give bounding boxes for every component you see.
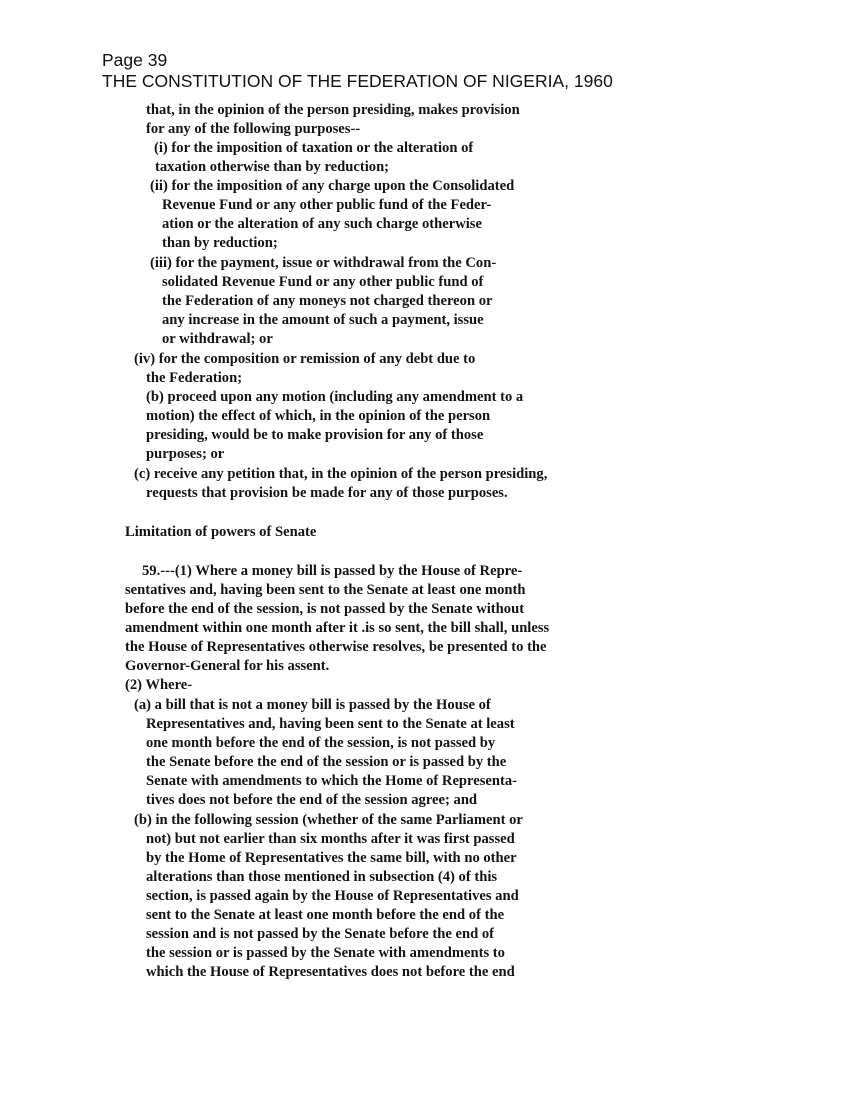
text-line: (c) receive any petition that, in the opinion of the person presiding, — [134, 466, 548, 482]
text-line: not) but not earlier than six months after it was first passed — [146, 831, 515, 847]
text-line: the Federation; — [146, 370, 243, 386]
text-line: Representatives and, having been sent to the Senate at least — [146, 716, 515, 732]
text-line: tives does not before the end of the session agree; and — [146, 792, 478, 808]
text-line: presiding, would be to make provision for any of those — [146, 427, 484, 443]
text-line: (b) proceed upon any motion (including any amendment to a — [146, 389, 524, 405]
text-line: for any of the following purposes-- — [146, 121, 361, 137]
text-line: purposes; or — [146, 446, 225, 462]
page-number: Page 39 — [102, 50, 168, 70]
text-line: (a) a bill that is not a money bill is passed by the House of — [134, 697, 491, 713]
text-line: solidated Revenue Fund or any other public fund of — [162, 274, 484, 290]
document-title: THE CONSTITUTION OF THE FEDERATION OF NIGERIA, 1960 — [102, 71, 613, 91]
text-line: than by reduction; — [162, 235, 278, 251]
text-line: by the Home of Representatives the same bill, with no other — [146, 850, 517, 866]
text-line: which the House of Representatives does not before the end — [146, 964, 515, 980]
text-line: before the end of the session, is not passed by the Senate without — [125, 601, 525, 617]
text-line: Governor-General for his assent. — [125, 658, 330, 674]
text-line: (b) in the following session (whether of the same Parliament or — [134, 812, 523, 828]
text-line: the Senate before the end of the session or is passed by the — [146, 754, 507, 770]
text-line: the Federation of any moneys not charged thereon or — [162, 293, 493, 309]
text-line: (iii) for the payment, issue or withdrawal from the Con- — [150, 255, 497, 271]
text-line: the House of Representatives otherwise resolves, be presented to the — [125, 639, 547, 655]
text-line: amendment within one month after it .is so sent, the bill shall, unless — [125, 620, 550, 636]
text-line: or withdrawal; or — [162, 331, 273, 347]
text-line: the session or is passed by the Senate with amendments to — [146, 945, 505, 961]
text-line: Revenue Fund or any other public fund of the Feder- — [162, 197, 492, 213]
text-line: session and is not passed by the Senate before the end of — [146, 926, 494, 942]
text-line: one month before the end of the session, is not passed by — [146, 735, 496, 751]
text-line: (i) for the imposition of taxation or the alteration of — [154, 140, 474, 156]
text-line: sent to the Senate at least one month before the end of the — [146, 907, 505, 923]
text-line: ation or the alteration of any such charge otherwise — [162, 216, 482, 232]
text-line: (ii) for the imposition of any charge upon the Consolidated — [150, 178, 515, 194]
text-line: taxation otherwise than by reduction; — [155, 159, 390, 175]
text-line: motion) the effect of which, in the opinion of the person — [146, 408, 491, 424]
text-line: section, is passed again by the House of Representatives and — [146, 888, 519, 904]
text-line: (2) Where- — [125, 677, 193, 693]
text-line: any increase in the amount of such a payment, issue — [162, 312, 484, 328]
text-line: that, in the opinion of the person presiding, makes provision — [146, 102, 520, 118]
text-line: sentatives and, having been sent to the Senate at least one month — [125, 582, 526, 598]
text-line: 59.---(1) Where a money bill is passed by the House of Repre- — [142, 563, 523, 579]
text-line: requests that provision be made for any of those purposes. — [146, 485, 508, 501]
page-header — [102, 50, 613, 92]
section-heading: Limitation of powers of Senate — [125, 524, 317, 540]
text-line: alterations than those mentioned in subsection (4) of this — [146, 869, 498, 885]
text-line: Senate with amendments to which the Home of Representa- — [146, 773, 518, 789]
text-line: (iv) for the composition or remission of any debt due to — [134, 351, 476, 367]
